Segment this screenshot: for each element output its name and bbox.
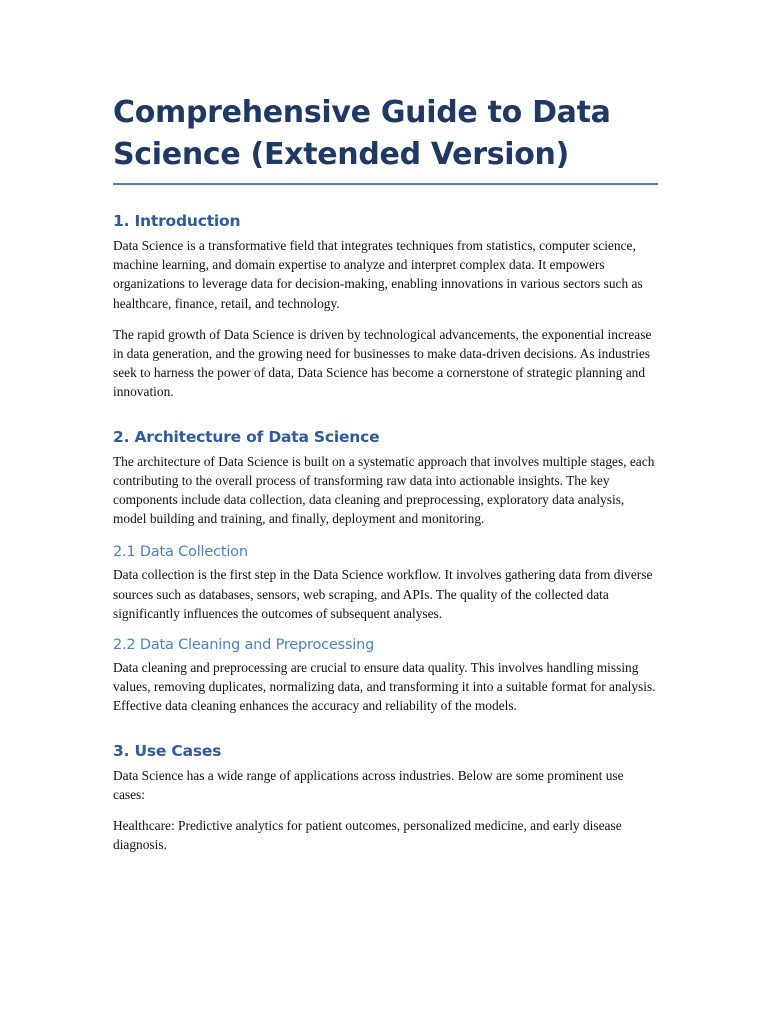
paragraph-intro-2: The rapid growth of Data Science is driven by technological advancements, the exponential increase in data generation, and the growing need for businesses to make data-driven decisions. As industries seek to harness the power of data, Data Science has become a cornerstone of strategic planning and innovation. xyxy=(113,326,652,400)
section-heading-use-cases: 3. Use Cases xyxy=(113,741,222,760)
paragraph-data-collection: Data collection is the first step in the Data Science workflow. It involves gathering data from diverse sources such as databases, sensors, web scraping, and APIs. The quality of the collected data significantly influences the outcomes of subsequent analyses. xyxy=(113,567,653,621)
paragraph-architecture-1: The architecture of Data Science is built on a systematic approach that involves multiple stages, each contributing to the overall process of transforming raw data into actionable insights. The key components include data collection, data cleaning and preprocessing, exploratory data analysis, model building and training, and finally, deployment and monitoring. xyxy=(113,453,655,527)
section-heading-architecture: 2. Architecture of Data Science xyxy=(113,427,380,446)
subsection-heading-data-collection: 2.1 Data Collection xyxy=(113,544,248,561)
section-heading-introduction: 1. Introduction xyxy=(113,212,241,230)
page-title: Comprehensive Guide to Data Science (Extended Version) xyxy=(113,92,658,185)
document-page xyxy=(113,92,658,854)
subsection-heading-data-cleaning: 2.2 Data Cleaning and Preprocessing xyxy=(113,637,375,654)
paragraph-use-cases-healthcare: Healthcare: Predictive analytics for patient outcomes, personalized medicine, and early disease diagnosis. xyxy=(113,818,622,853)
paragraph-use-cases-1: Data Science has a wide range of applications across industries. Below are some prominent use cases: xyxy=(113,767,624,802)
paragraph-intro-1: Data Science is a transformative field that integrates techniques from statistics, computer science, machine learning, and domain expertise to analyze and interpret complex data. It empowers organizations to leverage data for decision-making, enabling innovations in various sectors such as healthcare, finance, retail, and technology. xyxy=(113,238,643,311)
paragraph-data-cleaning: Data cleaning and preprocessing are crucial to ensure data quality. This involves handling missing values, removing duplicates, normalizing data, and transforming it into a suitable format for analysis. Effective data cleaning enhances the accuracy and reliability of the models. xyxy=(113,660,656,714)
